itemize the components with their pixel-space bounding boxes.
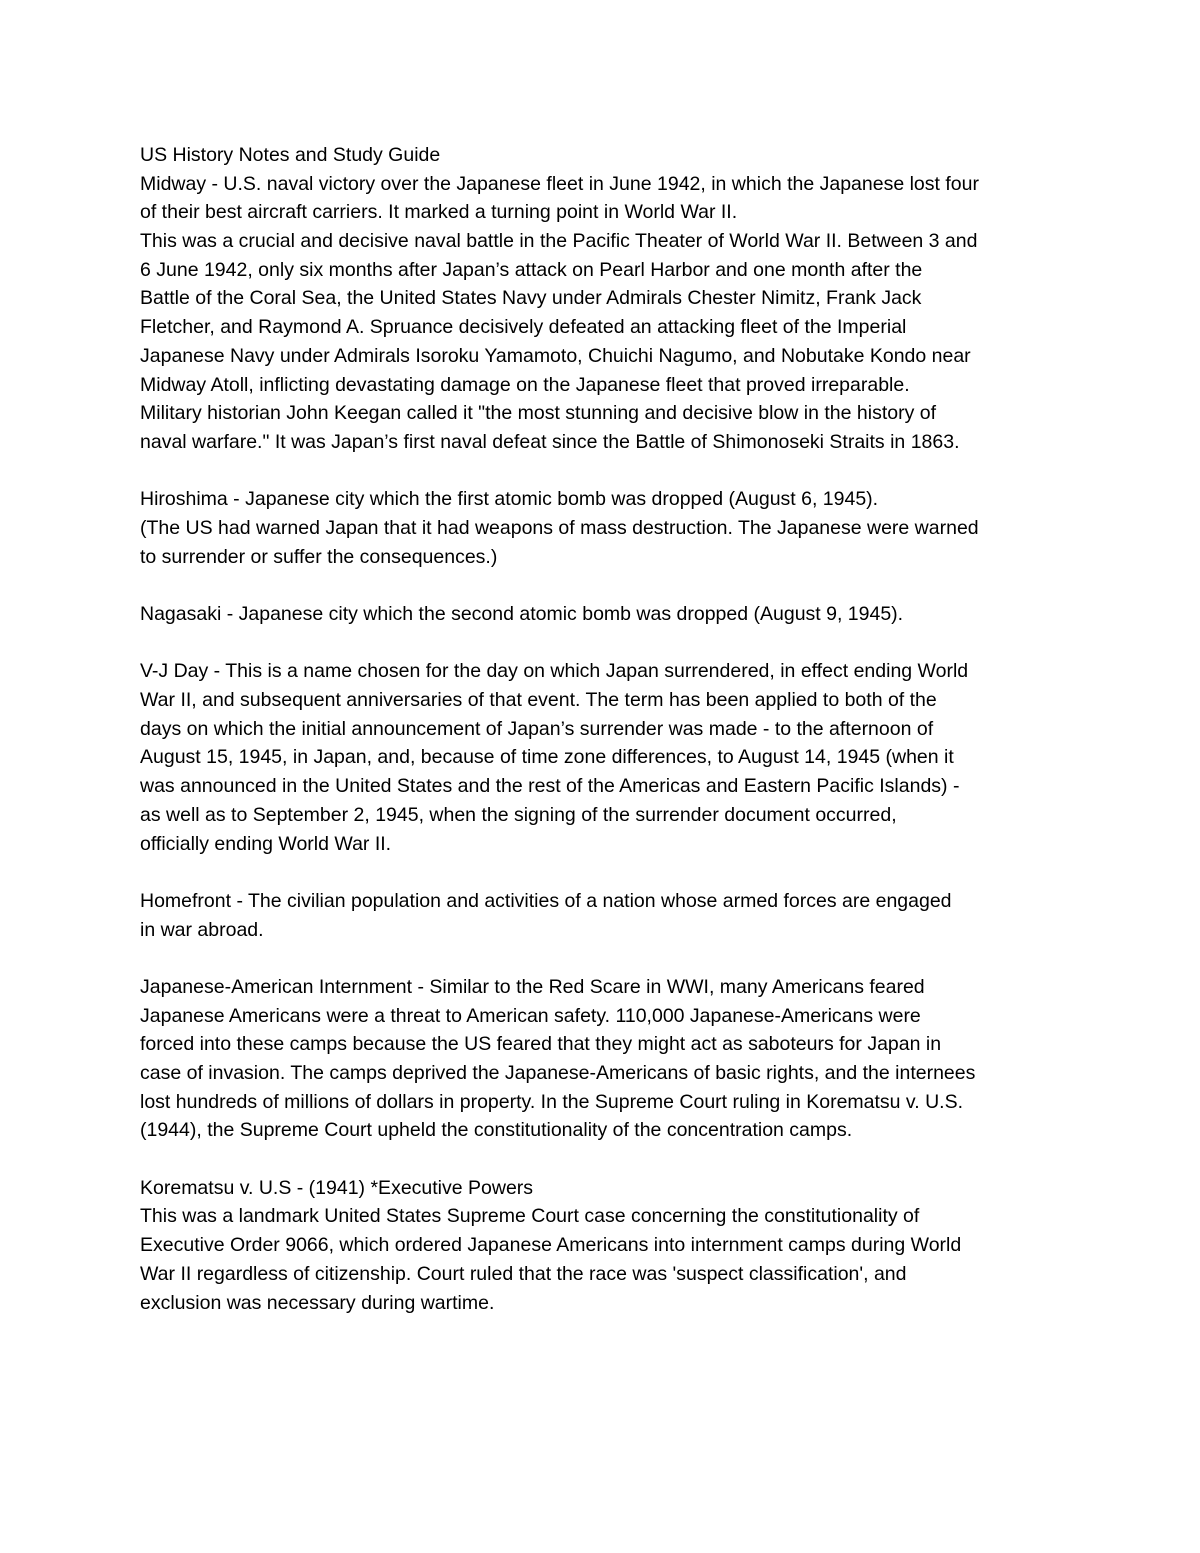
text-line: Fletcher, and Raymond A. Spruance decisively defeated an attacking fleet of the Imperial <box>140 316 907 339</box>
text-line: This was a landmark United States Supreme Court case concerning the constitutionality of <box>140 1205 920 1228</box>
text-line: (1944), the Supreme Court upheld the constitutionality of the concentration camps. <box>140 1119 853 1142</box>
text-line: case of invasion. The camps deprived the Japanese-Americans of basic rights, and the internees <box>140 1062 976 1084</box>
text-line: Homefront - The civilian population and activities of a nation whose armed forces are engaged <box>140 889 952 912</box>
paragraph-nagasaki <box>140 600 1070 629</box>
paragraph-internment <box>140 973 1070 1145</box>
text-line: Military historian John Keegan called it "the most stunning and decisive blow in the history of <box>140 402 937 425</box>
text-line: naval warfare." It was Japan’s first naval defeat since the Battle of Shimonoseki Straits in 1863. <box>140 430 960 453</box>
text-line: Executive Order 9066, which ordered Japanese Americans into internment camps during World <box>140 1234 962 1257</box>
text-line: Hiroshima - Japanese city which the first atomic bomb was dropped (August 6, 1945). <box>140 488 879 511</box>
text-line: This was a crucial and decisive naval battle in the Pacific Theater of World War II. Between 3 and <box>140 230 978 253</box>
document-title: US History Notes and Study Guide <box>140 144 441 166</box>
text-line: to surrender or suffer the consequences.) <box>140 545 498 568</box>
paragraph-gap <box>140 571 1070 600</box>
text-line: was announced in the United States and the rest of the Americas and Eastern Pacific Islands) - <box>140 775 960 798</box>
text-line: exclusion was necessary during wartime. <box>140 1291 495 1314</box>
text-line: Midway Atoll, inflicting devastating damage on the Japanese fleet that proved irreparable. <box>140 373 910 396</box>
text-line: War II, and subsequent anniversaries of that event. The term has been applied to both of the <box>140 689 937 712</box>
text-line: of their best aircraft carriers. It marked a turning point in World War II. <box>140 201 738 224</box>
text-line: Nagasaki - Japanese city which the second atomic bomb was dropped (August 9, 1945). <box>140 603 904 625</box>
paragraph-gap <box>140 858 1070 887</box>
document-page <box>140 141 1070 1317</box>
text-line: (The US had warned Japan that it had weapons of mass destruction. The Japanese were warned <box>140 516 979 539</box>
text-line: V-J Day - This is a name chosen for the day on which Japan surrendered, in effect ending World <box>140 660 969 683</box>
paragraph-vj-day <box>140 657 1070 858</box>
text-line: days on which the initial announcement of Japan’s surrender was made - to the afternoon of <box>140 717 934 740</box>
paragraph-midway-definition <box>140 170 1070 227</box>
paragraph-midway-detail <box>140 227 1070 457</box>
paragraph-korematsu <box>140 1174 1070 1317</box>
text-line: Japanese Navy under Admirals Isoroku Yamamoto, Chuichi Nagumo, and Nobutake Kondo near <box>140 344 971 367</box>
text-line: officially ending World War II. <box>140 832 392 855</box>
paragraph-hiroshima <box>140 485 1070 571</box>
paragraph-gap <box>140 457 1070 486</box>
text-line: forced into these camps because the US feared that they might act as saboteurs for Japan in <box>140 1033 942 1056</box>
paragraph-gap <box>140 944 1070 973</box>
text-line: Midway - U.S. naval victory over the Japanese fleet in June 1942, in which the Japanese lost four <box>140 172 979 195</box>
paragraph-gap <box>140 629 1070 658</box>
text-line: as well as to September 2, 1945, when the signing of the surrender document occurred, <box>140 803 897 826</box>
text-line: in war abroad. <box>140 918 264 941</box>
text-line: August 15, 1945, in Japan, and, because of time zone differences, to August 14, 1945 (when it <box>140 746 954 769</box>
paragraph-gap <box>140 1145 1070 1174</box>
text-line: Battle of the Coral Sea, the United States Navy under Admirals Chester Nimitz, Frank Jack <box>140 287 922 310</box>
text-line: War II regardless of citizenship. Court ruled that the race was 'suspect classification', and <box>140 1262 907 1285</box>
text-line: lost hundreds of millions of dollars in property. In the Supreme Court ruling in Korematsu v. U.S. <box>140 1090 963 1113</box>
text-line: Japanese-American Internment - Similar to the Red Scare in WWI, many Americans feared <box>140 975 925 998</box>
text-line: Korematsu v. U.S - (1941) *Executive Powers <box>140 1176 534 1199</box>
text-line: Japanese Americans were a threat to American safety. 110,000 Japanese-Americans were <box>140 1004 921 1027</box>
paragraph-homefront <box>140 887 1070 944</box>
text-line: 6 June 1942, only six months after Japan’s attack on Pearl Harbor and one month after the <box>140 258 923 281</box>
